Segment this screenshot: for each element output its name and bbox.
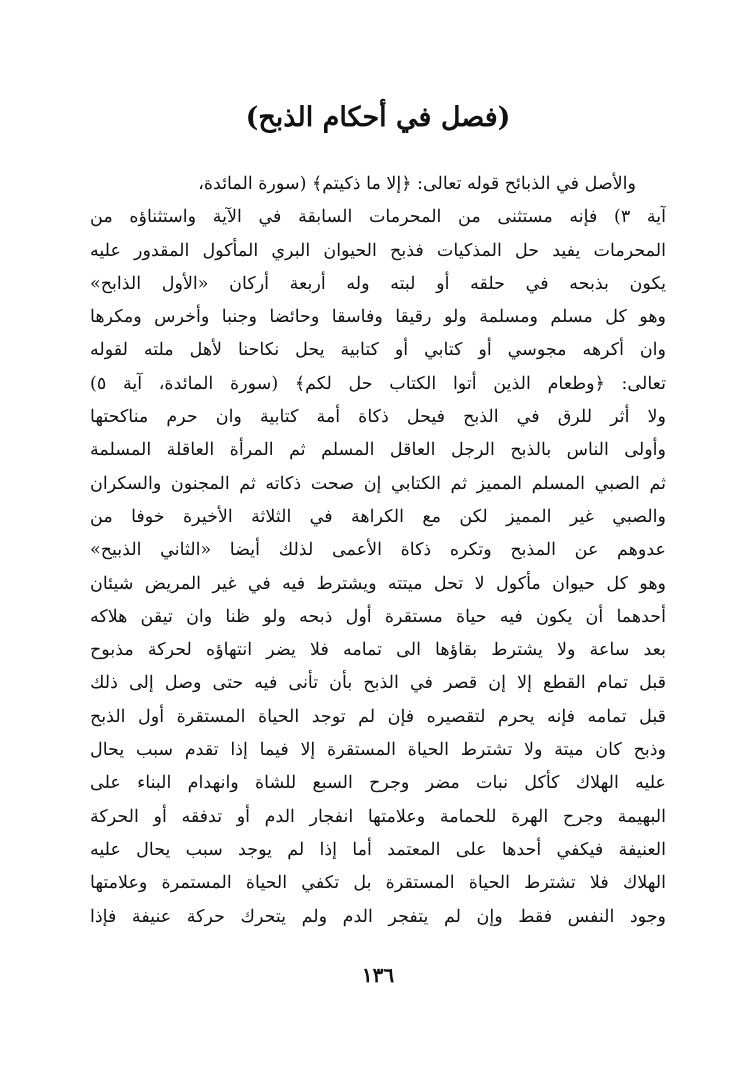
section-title: (فصل في أحكام الذبح) xyxy=(245,102,511,133)
text-line: وان أكرهه مجوسي أو كتابي أو كتابية يحل نكاحنا لأهل ملته لقوله xyxy=(90,340,666,361)
text-line: قبل تمامه فإنه يحرم لتقصيره فإن لم توجد الحياة المستقرة أول الذبح xyxy=(90,706,666,727)
text-line: قبل تمام القطع إلا إن قصر في الذبح بأن تأنى فيه حتى وصل إلى ذلك xyxy=(90,673,666,694)
text-line: بعد ساعة ولا يشترط بقاؤها الى تمامه فلا يضر انتهاؤه لحركة مذبوح xyxy=(90,640,666,661)
text-line: ثم الصبي المسلم المميز ثم الكتابي إن صحت ذكاته ثم المجنون والسكران xyxy=(90,473,666,494)
text-line: وأولى الناس بالذبح الرجل العاقل المسلم ثم المرأة العاقلة المسلمة xyxy=(90,440,666,461)
text-line: العنيفة فيكفي أحدها على المعتمد أما إذا لم يوجد سبب يحال عليه xyxy=(90,839,666,860)
text-line: آية ٣) فإنه مستثنى من المحرمات السابقة في الآية واستثناؤه من xyxy=(90,207,666,228)
text-line: ولا أثر للرق في الذبح فيحل ذكاة أمة كتابية وان حرم مناكحتها xyxy=(90,407,666,428)
text-line: وذبح كان ميتة ولا تشترط الحياة المستقرة إلا فيما إذا تقدم سبب يحال xyxy=(90,740,666,761)
text-line: وجود النفس فقط وإن لم يتفجر الدم ولم يتحرك حركة عنيفة فإذا xyxy=(90,906,666,927)
text-line: والصبي غير المميز لكن مع الكراهة في الثلاثة الأخيرة خوفا من xyxy=(90,506,666,527)
text-line: عدوهم عن المذبح وتكره ذكاة الأعمى لذلك أيضا «الثاني الذبيح» xyxy=(90,540,666,561)
text-line: الهلاك فلا تشترط الحياة المستقرة بل تكفي الحياة المستمرة وعلامتها xyxy=(90,873,666,894)
text-line: أحدهما أن يكون فيه حياة مستقرة أول ذبحه ولو ظنا وان تيقن هلاكه xyxy=(90,606,666,627)
body-text xyxy=(90,168,666,934)
text-line: عليه الهلاك كأكل نبات مضر وجرح السبع للشاة وانهدام البناء على xyxy=(90,773,666,794)
text-line: وهو كل مسلم ومسلمة ولو رقيقا وفاسقا وحائضا وجنبا وأخرس ومكرها xyxy=(90,307,666,328)
text-line: يكون بذبحه في حلقه أو لبته وله أربعة أركان «الأول الذابح» xyxy=(90,273,666,294)
text-line: تعالى: ﴿وطعام الذين أتوا الكتاب حل لكم﴾ (سورة المائدة، آية ٥) xyxy=(90,373,666,394)
page-number: ١٣٦ xyxy=(361,963,395,987)
text-line: البهيمة وجرح الهرة للحمامة وعلامتها انفجار الدم أو تدفقه أو الحركة xyxy=(90,806,666,827)
text-line: والأصل في الذبائح قوله تعالى: ﴿إلا ما ذكيتم﴾ (سورة المائدة، xyxy=(198,174,636,194)
text-line: وهو كل حيوان مأكول لا تحل ميتته ويشترط فيه في غير المريض شيئان xyxy=(90,573,666,594)
text-line: المحرمات يفيد حل المذكيات فذبح الحيوان البري المأكول المقدور عليه xyxy=(90,240,666,261)
